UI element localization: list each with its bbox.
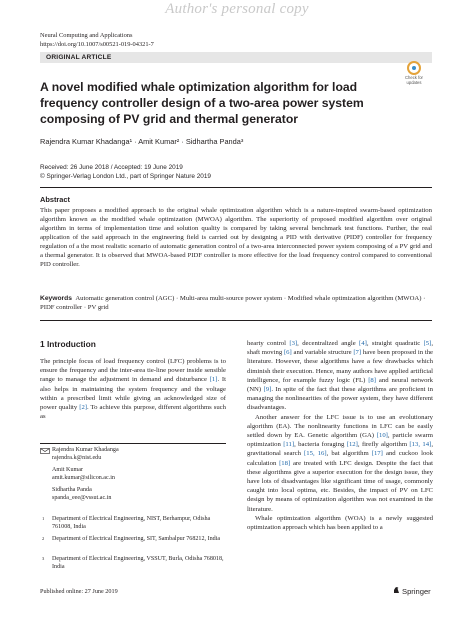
affiliation-number: 1: [42, 516, 45, 521]
intro-text: and neural network (NN): [247, 376, 433, 394]
section-heading-introduction: 1 Introduction: [40, 339, 96, 349]
intro-paragraph-3: Whale optimization algorithm (WOA) is a newly suggested optimization approach which has been applied to a: [247, 514, 433, 532]
citation-link[interactable]: [13, 14]: [409, 441, 432, 449]
article-title: A novel modified whale optimization algorithm for load frequency controller design of a two-area power system composing of PV grid and thermal generator: [40, 80, 364, 126]
citation-link[interactable]: [10]: [376, 432, 388, 440]
intro-text: . In spite of the fact that these algorithms are proficient in managing the nonlinearities of the power system, they have different disadvantages.: [247, 386, 433, 412]
author-email[interactable]: rajendra.k@nist.edu: [52, 455, 102, 461]
journal-name: Neural Computing and Applications: [40, 32, 133, 39]
intro-text: , straight quadratic: [366, 340, 424, 347]
citation-link[interactable]: [8]: [368, 376, 377, 384]
intro-text: have been proposed in the literature. However, these algorithms have a few drawbacks which diminish their execution. Hence, many authors have applied artificial intelligence, for example fuzzy logic (FL): [247, 349, 434, 384]
intro-text: . It also helps in maintaining the system frequency and the voltage within a prescribed limit while giving an acknowledged size of power quality: [40, 376, 226, 412]
citation-link[interactable]: [4]: [359, 340, 367, 347]
citation-link[interactable]: [7]: [353, 349, 362, 357]
citation-link[interactable]: [18]: [279, 459, 291, 467]
intro-paragraph-2: [247, 413, 433, 514]
publisher-logo: [393, 586, 431, 596]
intro-text: and cuckoo look calculation: [247, 450, 433, 467]
intro-text: Another answer for the LFC issue is to use an evolutionary algorithm (EA). The nonlinearity functions in LFC can be easily settled down by EA. Genetic algorithm (GA): [247, 413, 433, 440]
author-name: Rajendra Kumar Khadanga: [52, 447, 119, 453]
intro-text: , firefly algorithm: [357, 441, 410, 449]
journal-header: [40, 32, 154, 49]
check-updates-label: Check for updates: [405, 75, 423, 85]
affiliation-text: Department of Electrical Engineering, VSSUT, Burla, Odisha 768018, India: [52, 556, 224, 570]
citation-link[interactable]: [5]: [423, 340, 432, 347]
abstract-text: This paper proposes a modified approach to the original whale optimization algorithm which is a nature-inspired swarm-based optimization algorithm known as the modified whale optimization (MWOA) algorithm. The superiority of proposed modified algorithm over original algorithm in terms of implementation time and solution quality is compared by taking several benchmark test functions. Further, the real application of the said approach in the engineering field is carried out by designing a PID with derivative (PIDF) controller for frequency regulation of a the most realistic scenario of automatic generation control of a two-area interconnected power system composing of a PV grid and a thermal generator. It is observed that MWOA-based PIDF controller is more effective for the load frequency control compared to conventional PID controller.: [40, 207, 432, 268]
intro-text: . To achieve this purpose, different algorithms such as: [40, 404, 226, 421]
author-email[interactable]: spanda_eee@vssut.ac.in: [52, 495, 112, 501]
affiliation-number: 2: [42, 536, 45, 541]
watermark: Author's personal copy: [165, 1, 309, 17]
author-email[interactable]: amit.kumar@silicon.ac.in: [52, 475, 115, 481]
correspondence-block: [52, 446, 226, 502]
citation-link[interactable]: [1]: [209, 376, 218, 384]
divider: [40, 187, 432, 188]
citation-link[interactable]: [11]: [283, 441, 295, 449]
publisher-name: Springer: [402, 587, 431, 596]
envelope-icon: [40, 448, 50, 454]
article-type: ORIGINAL ARTICLE: [46, 53, 112, 61]
author-list: Rajendra Kumar Khadanga¹ · Amit Kumar² · Sidhartha Panda³: [40, 137, 244, 146]
copyright-line: © Springer-Verlag London Ltd., part of Springer Nature 2019: [40, 172, 211, 180]
citation-link[interactable]: [2]: [79, 404, 88, 412]
keywords: [40, 294, 432, 312]
divider: [40, 320, 432, 321]
abstract-heading: Abstract: [40, 195, 70, 204]
affiliation-text: Department of Electrical Engineering, SIT, Sambalpur 768212, India: [52, 536, 221, 542]
citation-link[interactable]: [9]: [263, 386, 272, 394]
intro-text: The principle focus of load frequency control (LFC) problems is to ensure the frequency and the inter-area tie-line power inside sensible range to manage the adjustment in demand and disturbance: [40, 358, 226, 384]
published-online: Published online: 27 June 2019: [40, 588, 118, 595]
affiliation-text: Department of Electrical Engineering, NIST, Berhampur, Odisha 761008, India: [52, 516, 211, 530]
check-updates-icon: [407, 61, 421, 75]
article-dates: [40, 164, 211, 181]
intro-text: , bacteria foraging: [294, 441, 347, 449]
keywords-label: Keywords: [40, 295, 72, 302]
intro-text: , shaft moving: [247, 340, 433, 357]
intro-text: are treated with LFC design. Despite the fact that these algorithms give a superior execution for the design issue, they have lots of disadvantages like significant time of usage, commonly caught into local optima, etc. Besides, the impact of PV on LFC design by means of optimization algorithm was not examined in the literature.: [247, 459, 433, 513]
intro-text: and variable structure: [291, 349, 354, 357]
journal-doi[interactable]: https://doi.org/10.1007/s00521-019-04321-7: [40, 40, 154, 48]
intro-text: , decentralized angle: [297, 340, 360, 347]
introduction-column-2: [247, 339, 433, 532]
received-accepted: Received: 26 June 2018 / Accepted: 19 June 2019: [40, 164, 183, 171]
author-name: Amit Kumar: [52, 467, 83, 473]
intro-text: , particle swarm optimization: [247, 432, 433, 449]
citation-link[interactable]: [12]: [346, 441, 358, 449]
introduction-column-1: [40, 357, 226, 421]
citation-link[interactable]: [3]: [289, 340, 298, 347]
intro-text: hearty control: [247, 340, 290, 347]
article-type-banner: [40, 52, 432, 63]
citation-link[interactable]: [15, 16]: [304, 450, 327, 458]
keywords-text: Automatic generation control (AGC) · Multi-area multi-source power system · Modified whale optimization algorithm (MWOA) · PIDF controller · PV grid: [40, 295, 426, 311]
intro-paragraph-1: [247, 339, 433, 413]
citation-link[interactable]: [6]: [283, 349, 292, 357]
check-for-updates-badge[interactable]: [399, 61, 429, 89]
affiliation-number: 3: [42, 556, 45, 561]
citation-link[interactable]: [17]: [371, 450, 383, 458]
footnote-divider: [40, 443, 226, 444]
author-name: Sidhartha Panda: [52, 487, 92, 493]
springer-horse-icon: [393, 586, 400, 594]
intro-text: , gravitational search: [247, 441, 433, 458]
intro-text: , bat algorithm: [326, 450, 372, 458]
